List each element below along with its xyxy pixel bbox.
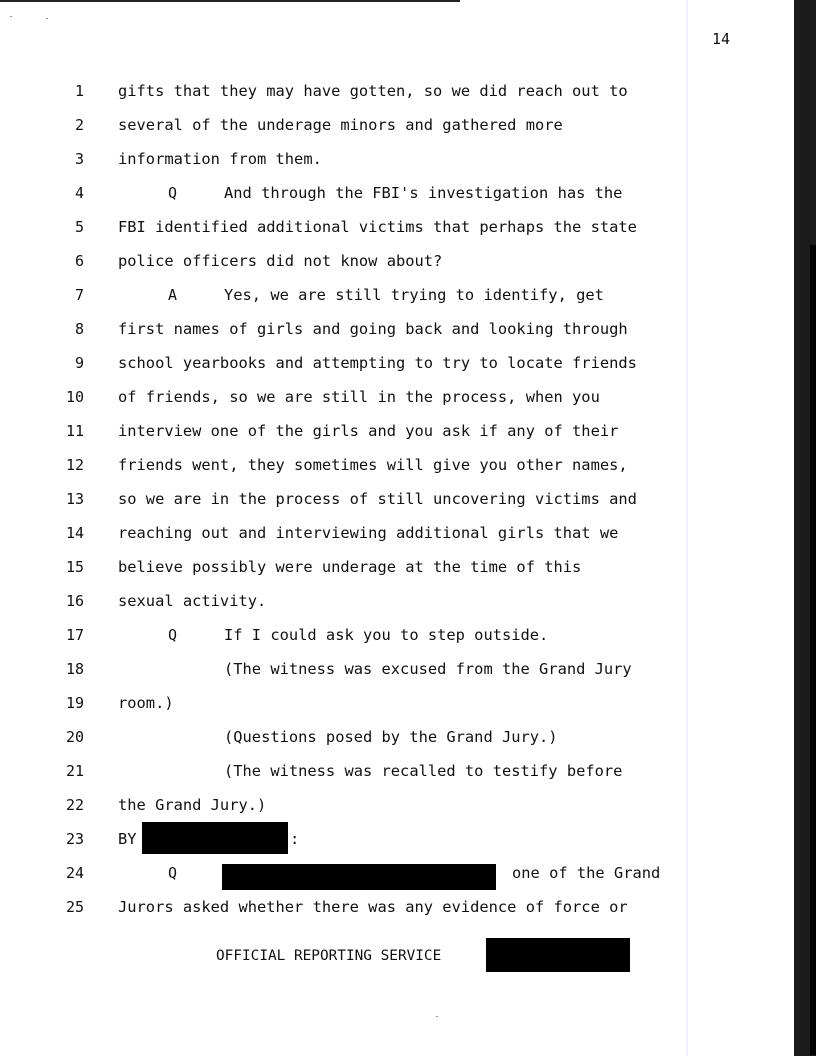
line-text: interview one of the girls and you ask if any of their <box>118 422 619 440</box>
line-number: 9 <box>74 354 84 372</box>
line-text: (The witness was recalled to testify before <box>224 762 623 780</box>
line-number: 19 <box>65 694 84 712</box>
top-rule <box>0 0 460 2</box>
line-number: 18 <box>65 660 84 678</box>
speaker-label: Q <box>168 626 178 644</box>
transcript-line <box>0 456 760 490</box>
line-text: information from them. <box>118 150 322 168</box>
transcript-line <box>0 762 760 796</box>
transcript-line <box>0 116 760 150</box>
line-number: 20 <box>65 728 84 746</box>
line-number: 8 <box>74 320 84 338</box>
line-text: FBI identified additional victims that perhaps the state <box>118 218 637 236</box>
transcript-line <box>0 150 760 184</box>
transcript-line <box>0 558 760 592</box>
line-text: Yes, we are still trying to identify, get <box>224 286 604 304</box>
line-text: several of the underage minors and gathered more <box>118 116 563 134</box>
speaker-label: Q <box>168 864 178 882</box>
transcript-line <box>0 524 760 558</box>
scan-speck <box>46 18 48 19</box>
line-number: 24 <box>65 864 84 882</box>
transcript-line <box>0 898 760 932</box>
line-number: 3 <box>74 150 84 168</box>
line-text: friends went, they sometimes will give you other names, <box>118 456 628 474</box>
line-number: 5 <box>74 218 84 236</box>
transcript-line <box>0 830 760 864</box>
line-text: room.) <box>118 694 174 712</box>
transcript-line <box>0 728 760 762</box>
transcript-line <box>0 252 760 286</box>
redaction-block <box>486 938 630 972</box>
transcript-line <box>0 490 760 524</box>
line-number: 23 <box>65 830 84 848</box>
line-text: sexual activity. <box>118 592 267 610</box>
transcript-line <box>0 388 760 422</box>
line-number: 16 <box>65 592 84 610</box>
line-text: Jurors asked whether there was any evidence of force or <box>118 898 628 916</box>
transcript-line <box>0 694 760 728</box>
line-number: 22 <box>65 796 84 814</box>
scan-edge-shadow <box>810 245 816 1055</box>
line-number: 4 <box>74 184 84 202</box>
line-number: 15 <box>65 558 84 576</box>
line-number: 10 <box>65 388 84 406</box>
line-text: so we are in the process of still uncovering victims and <box>118 490 637 508</box>
scan-speck <box>436 1016 438 1017</box>
scan-speck <box>10 16 12 17</box>
speaker-label: Q <box>168 184 178 202</box>
line-text: one of the Grand <box>512 864 661 882</box>
line-number: 6 <box>74 252 84 270</box>
line-text: reaching out and interviewing additional girls that we <box>118 524 619 542</box>
transcript-line <box>0 864 760 898</box>
footer-reporting-service: OFFICIAL REPORTING SERVICE <box>216 948 442 964</box>
transcript-line <box>0 796 760 830</box>
line-text: school yearbooks and attempting to try to locate friends <box>118 354 637 372</box>
line-number: 13 <box>65 490 84 508</box>
transcript-line <box>0 626 760 660</box>
line-text: And through the FBI's investigation has the <box>224 184 623 202</box>
line-text-suffix: : <box>290 830 300 848</box>
line-text: (The witness was excused from the Grand Jury <box>224 660 632 678</box>
page-number: 14 <box>711 30 730 48</box>
transcript-line <box>0 82 760 116</box>
transcript-line <box>0 660 760 694</box>
line-text: (Questions posed by the Grand Jury.) <box>224 728 558 746</box>
redaction-block <box>222 864 496 890</box>
transcript-line <box>0 218 760 252</box>
line-number: 1 <box>74 82 84 100</box>
transcript-line <box>0 354 760 388</box>
line-text: BY <box>118 830 137 848</box>
line-text: police officers did not know about? <box>118 252 443 270</box>
line-number: 7 <box>74 286 84 304</box>
line-number: 21 <box>65 762 84 780</box>
line-number: 14 <box>65 524 84 542</box>
line-text: If I could ask you to step outside. <box>224 626 549 644</box>
transcript-line <box>0 184 760 218</box>
line-text: of friends, so we are still in the process, when you <box>118 388 600 406</box>
transcript-line <box>0 422 760 456</box>
transcript-line <box>0 286 760 320</box>
line-number: 17 <box>65 626 84 644</box>
line-number: 12 <box>65 456 84 474</box>
speaker-label: A <box>168 286 178 304</box>
transcript-line <box>0 592 760 626</box>
line-text: first names of girls and going back and looking through <box>118 320 628 338</box>
line-number: 25 <box>65 898 84 916</box>
line-text: the Grand Jury.) <box>118 796 267 814</box>
line-text: believe possibly were underage at the time of this <box>118 558 582 576</box>
line-text: gifts that they may have gotten, so we did reach out to <box>118 82 628 100</box>
redaction-block <box>142 822 288 854</box>
transcript-line <box>0 320 760 354</box>
line-number: 2 <box>74 116 84 134</box>
line-number: 11 <box>65 422 84 440</box>
